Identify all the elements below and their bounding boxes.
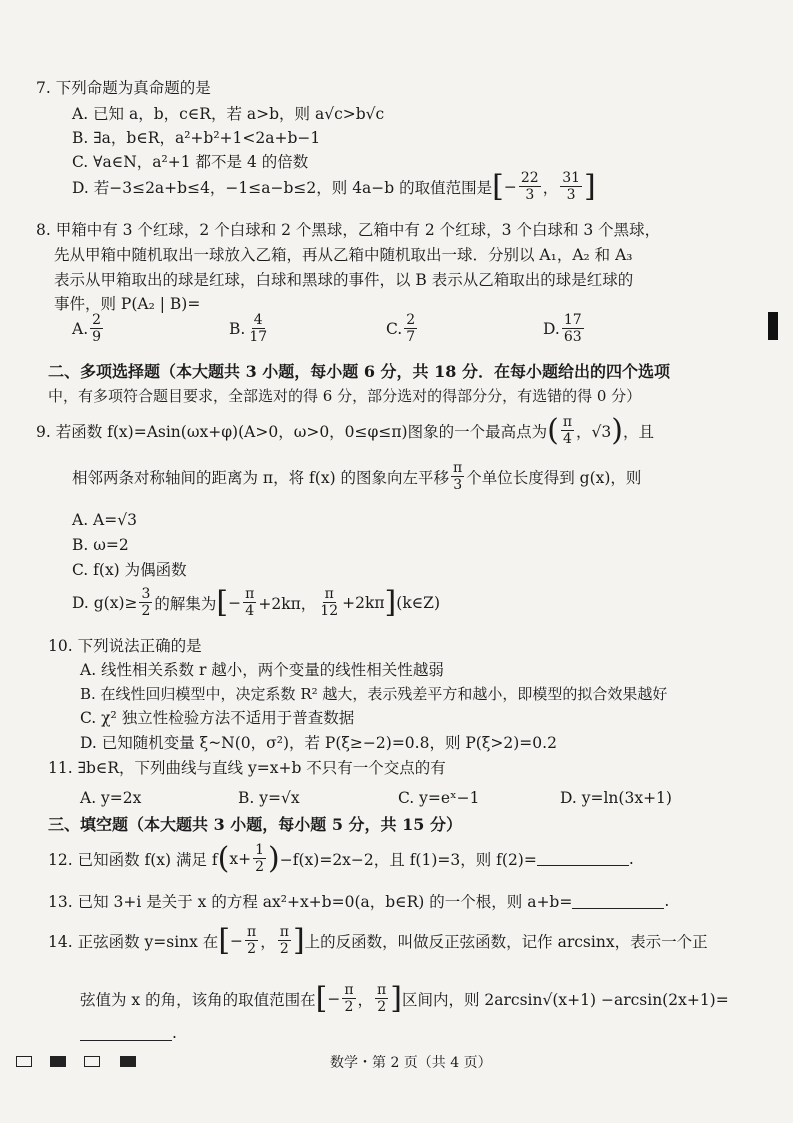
q8-option-b: B. $\frac{4}{17}$ bbox=[229, 312, 268, 345]
q9-option-b: B. ω=2 bbox=[72, 536, 129, 554]
q13-answer-blank[interactable] bbox=[572, 894, 664, 909]
q9-option-c: C. f(x) 为偶函数 bbox=[72, 561, 187, 579]
footer-square-outline-2 bbox=[84, 1056, 100, 1067]
q7-stem: 7. 下列命题为真命题的是 bbox=[36, 79, 211, 97]
q8-option-d: D. $\frac{17}{63}$ bbox=[543, 312, 582, 345]
q8-option-a: A. $\frac{2}{9}$ bbox=[72, 312, 102, 345]
q8-line-1: 8. 甲箱中有 3 个红球，2 个白球和 2 个黑球，乙箱中有 2 个红球，3 个白球和 3 个黑球， bbox=[36, 221, 661, 239]
q9-line-2: 相邻两条对称轴间的距离为 π，将 f(x) 的图象向左平移 $\frac{\pi}{3}$ 个单位长度得到 g(x)，则 bbox=[72, 460, 642, 493]
q10-option-d: D. 已知随机变量 ξ~N(0，σ²)，若 P(ξ≥−2)=0.8，则 P(ξ>2)=0.2 bbox=[80, 734, 557, 752]
q11-stem: 11. ∃b∈R，下列曲线与直线 y=x+b 不只有一个交点的有 bbox=[48, 759, 446, 777]
q10-option-a: A. 线性相关系数 r 越小，两个变量的线性相关性越弱 bbox=[80, 661, 444, 679]
q8-option-c: C. $\frac{2}{7}$ bbox=[386, 312, 416, 345]
q12-answer-blank[interactable] bbox=[537, 851, 629, 866]
section-2-heading: 二、多项选择题（本大题共 3 小题，每小题 6 分，共 18 分．在每小题给出的四个选项 bbox=[48, 362, 670, 381]
q8-line-3: 表示从甲箱取出的球是红球，白球和黑球的事件，以 B 表示从乙箱取出的球是红球的 bbox=[54, 271, 634, 289]
q14-answer-line: . bbox=[80, 1024, 177, 1042]
q10-option-b: B. 在线性回归模型中，决定系数 R² 越大，表示残差平方和越小，即模型的拟合效果越好 bbox=[80, 685, 668, 703]
page-footer bbox=[0, 1052, 793, 1076]
q8-line-4: 事件，则 P(A₂ | B)= bbox=[54, 295, 201, 313]
q14-line-2: 弦值为 x 的角，该角的取值范围在 [ − $\frac{\pi}{2}$ ， $\frac{\pi}{2}$ ] 区间内，则 2arcsin√(x+1) −arcsin(2x+1)= bbox=[80, 980, 729, 1016]
q9-line-1: 9. 若函数 f(x)=Asin(ωx+φ)(A>0，ω>0，0≤φ≤π)图象的一个最高点为 ( $\frac{\pi}{4}$ ，√3 ) ，且 bbox=[36, 412, 655, 448]
q7-option-b: B. ∃a，b∈R，a²+b²+1<2a+b−1 bbox=[72, 129, 321, 147]
footer-square-filled-1 bbox=[50, 1056, 66, 1067]
section-3-heading: 三、填空题（本大题共 3 小题，每小题 5 分，共 15 分） bbox=[48, 815, 462, 834]
footer-square-outline-1 bbox=[16, 1056, 32, 1067]
q11-option-a: A. y=2x bbox=[80, 789, 142, 807]
q9-option-d: D. g(x)≥ $\frac{3}{2}$ 的解集为 [ − $\frac{\pi}{4}$ +2kπ， $\frac{\pi}{12}$ +2kπ ] (k∈Z) bbox=[72, 584, 440, 620]
scan-marker bbox=[768, 312, 778, 340]
page-number: 数学・第 2 页（共 4 页） bbox=[330, 1055, 492, 1071]
q10-stem: 10. 下列说法正确的是 bbox=[48, 637, 202, 655]
section-2-instructions: 中，有多项符合题目要求，全部选对的得 6 分，部分选对的得部分分，有选错的得 0 分） bbox=[48, 387, 642, 405]
q12-line: 12. 已知函数 f(x) 满足 f ( x+ $\frac{1}{2}$ ) −f(x)=2x−2，且 f(1)=3，则 f(2)= . bbox=[48, 840, 634, 876]
q9-option-a: A. A=√3 bbox=[72, 511, 137, 529]
q7-option-d: D. 若−3≤2a+b≤4，−1≤a−b≤2，则 4a−b 的取值范围是 [ − $\frac{22}{3}$ ， $\frac{31}{3}$ ] bbox=[72, 168, 596, 204]
q11-option-b: B. y=√x bbox=[238, 789, 300, 807]
q8-line-2: 先从甲箱中随机取出一球放入乙箱，再从乙箱中随机取出一球．分别以 A₁，A₂ 和 A₃ bbox=[54, 246, 633, 264]
q14-answer-blank[interactable] bbox=[80, 1026, 172, 1041]
q7-option-a: A. 已知 a，b，c∈R，若 a>b，则 a√c>b√c bbox=[72, 105, 385, 123]
q10-option-c: C. χ² 独立性检验方法不适用于普查数据 bbox=[80, 709, 355, 727]
q11-option-d: D. y=ln(3x+1) bbox=[560, 789, 672, 807]
q14-line-1: 14. 正弦函数 y=sinx 在 [ − $\frac{\pi}{2}$ ， $\frac{\pi}{2}$ ] 上的反函数，叫做反正弦函数，记作 arcsinx，表示一个正 bbox=[48, 922, 708, 958]
q7-option-c: C. ∀a∈N，a²+1 都不是 4 的倍数 bbox=[72, 153, 309, 171]
q11-option-c: C. y=eˣ−1 bbox=[398, 789, 480, 807]
footer-square-filled-2 bbox=[120, 1056, 136, 1067]
q13-line: 13. 已知 3+i 是关于 x 的方程 ax²+x+b=0(a，b∈R) 的一个根，则 a+b= . bbox=[48, 892, 670, 911]
